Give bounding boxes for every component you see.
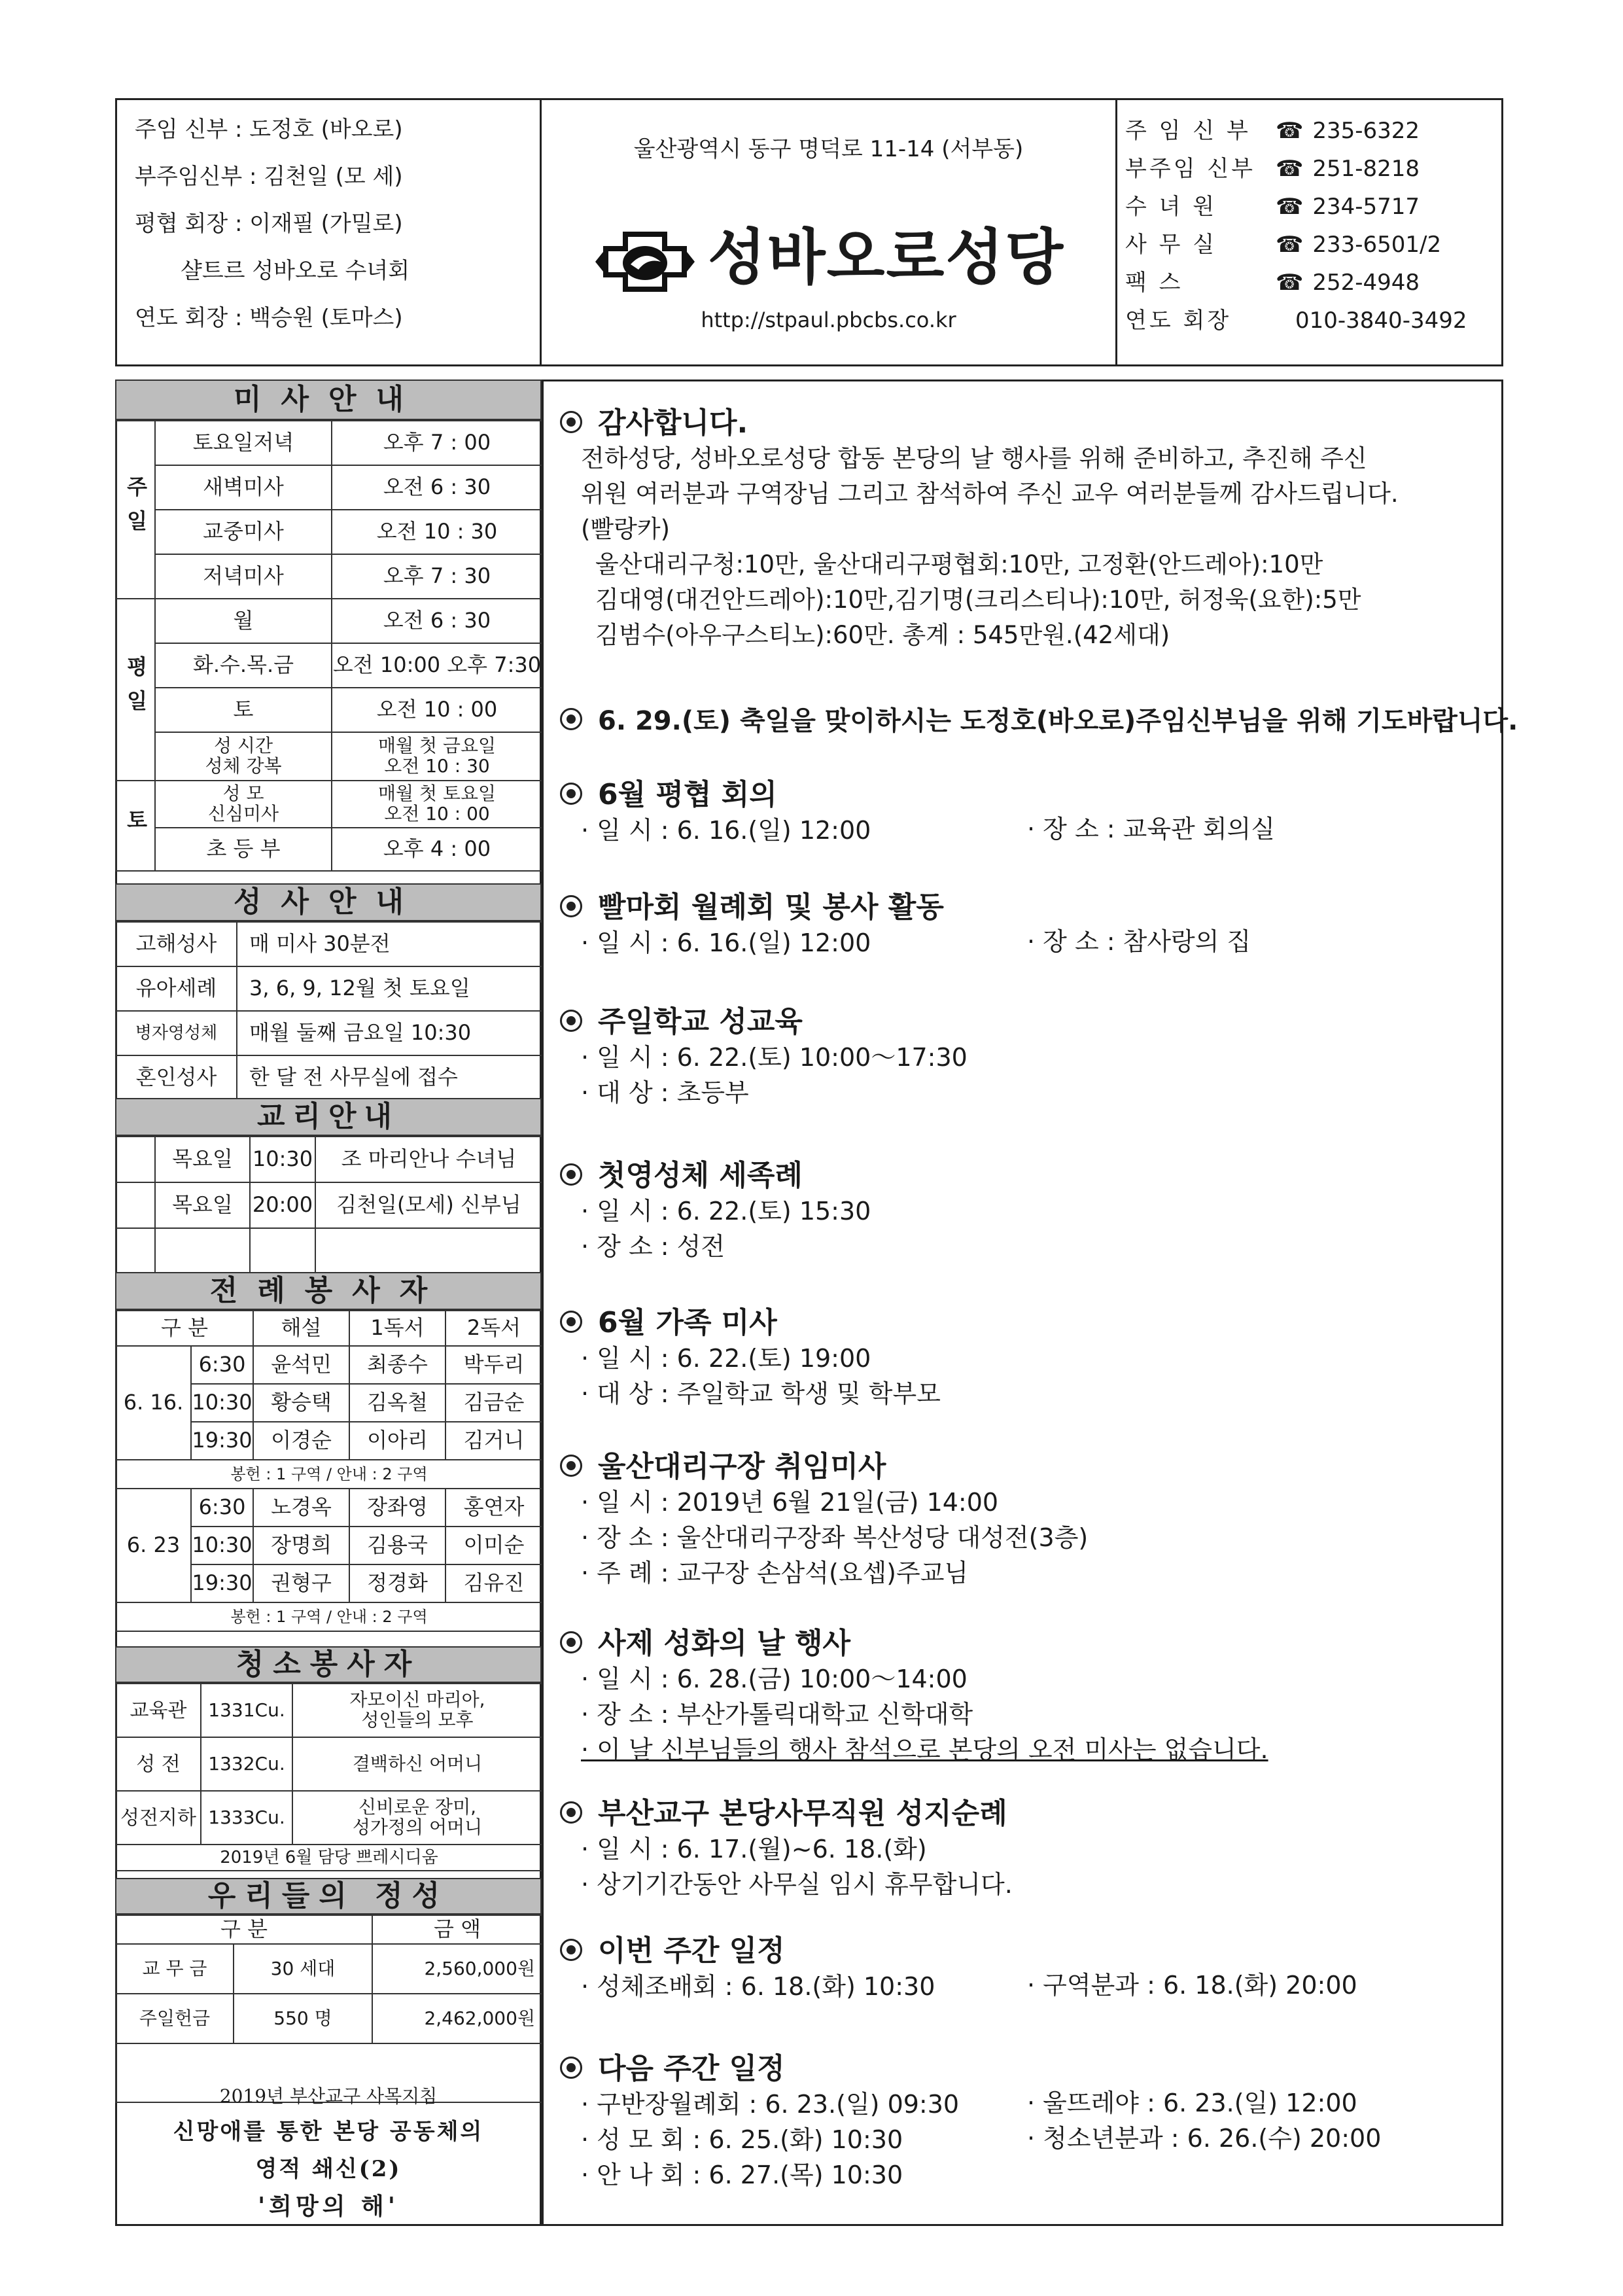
header-council-president: 평협 회장 : 이재필 (가밀로): [135, 211, 403, 237]
offering-header: [116, 1915, 542, 1944]
mass-row: [116, 599, 542, 643]
liturgy-header-cell: 해설: [253, 1311, 349, 1346]
mass-time: 오후 4 : 00: [332, 828, 542, 871]
notice-title: [556, 1443, 1492, 1485]
notice-bullet-icon: [560, 895, 582, 917]
sacrament-row: [116, 922, 542, 966]
contact-number: 251-8218: [1312, 156, 1420, 182]
liturgy-cell: 최종수: [349, 1346, 445, 1384]
catechism-blank: [116, 1228, 155, 1274]
offering-type: 주일헌금: [116, 1994, 234, 2043]
liturgy-cell: 장좌영: [349, 1489, 445, 1527]
cleaning-row: [116, 1684, 542, 1737]
phone-icon: ☎: [1276, 156, 1304, 182]
cleaning-group: 1331Cu.: [201, 1684, 292, 1737]
cleaning-section: [115, 1646, 542, 1871]
catechism-table: [115, 1136, 543, 1275]
contact-number: 235-6322: [1312, 118, 1420, 144]
liturgy-cell: 19:30: [191, 1422, 253, 1460]
sacrament-row: [116, 1011, 542, 1055]
notice-title: [556, 2045, 1492, 2087]
contact-row: [1125, 302, 1467, 334]
notice-line: · 안 나 회 : 6. 27.(목) 10:30: [581, 2161, 903, 2189]
sacrament-info: 매월 둘째 금요일 10:30: [237, 1011, 542, 1055]
notice-title: [556, 1619, 1492, 1661]
notice-line: · 성 모 회 : 6. 25.(화) 10:30: [581, 2125, 903, 2154]
cleaning-presidium: 자모이신 마리아, 성인들의 모후: [292, 1684, 542, 1737]
notice-title: [556, 399, 1492, 441]
catechism-cell: 조 마리안나 수녀님: [315, 1137, 542, 1182]
notice-bullet-icon: [560, 708, 582, 730]
sacrament-info: 매 미사 30분전: [237, 922, 542, 966]
contact-number: 252-4948: [1312, 270, 1420, 296]
cleaning-place: 교육관: [116, 1684, 201, 1737]
notice-item: [556, 1152, 1492, 1264]
notice-line: · 장 소 : 부산가톨릭대학교 신학대학: [581, 1700, 973, 1729]
offering-amount: 2,560,000원: [372, 1944, 542, 1994]
motto-line2: 신망애를 통한 본당 공동체의: [173, 2119, 484, 2145]
liturgy-cell: 권형구: [253, 1564, 349, 1602]
notice-title-text: 빨마회 월례회 및 봉사 활동: [598, 891, 944, 924]
motto-line3: 영적 쇄신(2): [255, 2156, 402, 2182]
notice-line: · 대 상 : 초등부: [581, 1078, 749, 1107]
offering-section-title: 우리들의 정성: [115, 1878, 542, 1915]
notice-item: [556, 1790, 1492, 1902]
contact-label: 부주임 신부: [1125, 156, 1256, 182]
notice-bullet-icon: [560, 1801, 582, 1824]
contact-row: [1125, 188, 1420, 221]
mass-group-label: 주일: [116, 421, 155, 599]
notice-item: [556, 1443, 1492, 1591]
notice-line: · 성체조배회 : 6. 18.(화) 10:30: [581, 1972, 935, 2001]
notice-item: [556, 998, 1492, 1110]
notice-item: [556, 2045, 1492, 2193]
catechism-blank: [116, 1182, 155, 1228]
catechism-cell: 목요일: [155, 1137, 250, 1182]
notice-line: · 일 시 : 2019년 6월 21일(금) 14:00: [581, 1488, 999, 1517]
notice-line: · 상기기간동안 사무실 임시 휴무합니다.: [581, 1870, 1013, 1899]
sacrament-section-title: 성사안내: [115, 883, 542, 921]
mass-time: 오후 7 : 00: [332, 421, 542, 465]
notice-line: · 구반장월례회 : 6. 23.(일) 09:30: [581, 2090, 960, 2119]
catechism-cell: 목요일: [155, 1182, 250, 1228]
mass-group-label: 평일: [116, 599, 155, 781]
mass-row: [116, 781, 542, 828]
sacrament-row: [116, 966, 542, 1011]
header-left: [115, 98, 542, 366]
liturgy-header: [116, 1311, 542, 1346]
notice-line: · 장 소 : 울산대리구장좌 복산성당 대성전(3층): [581, 1523, 1089, 1552]
notice-title-text: 주일학교 성교육: [598, 1005, 803, 1038]
notice-right: · 청소년분과 : 6. 26.(수) 20:00: [1027, 2124, 1382, 2153]
sacrament-info: 3, 6, 9, 12월 첫 토요일: [237, 966, 542, 1011]
offering-count: 550 명: [234, 1994, 372, 2043]
sacrament-name: 혼인성사: [116, 1055, 237, 1100]
contact-label: 팩 스: [1125, 270, 1183, 296]
notice-line: 전하성당, 성바오로성당 합동 본당의 날 행사를 위해 준비하고, 추진해 주신: [581, 444, 1367, 472]
liturgy-cell: 김용국: [349, 1527, 445, 1564]
catechism-cell: 20:00: [250, 1182, 315, 1228]
notice-item: [556, 399, 1492, 653]
sacrament-section: [115, 883, 542, 1101]
liturgy-row: [116, 1489, 542, 1527]
notice-title: [556, 998, 1492, 1040]
cleaning-group: 1333Cu.: [201, 1791, 292, 1845]
catechism-blank: [116, 1137, 155, 1182]
mass-time: 매월 첫 토요일 오전 10 : 00: [332, 781, 542, 828]
phone-icon: ☎: [1276, 270, 1304, 296]
cleaning-table: [115, 1683, 543, 1871]
liturgy-cell: 6:30: [191, 1489, 253, 1527]
offering-header-cell: 금 액: [372, 1915, 542, 1944]
liturgy-cell: 김거니: [445, 1422, 542, 1460]
cleaning-place: 성 전: [116, 1737, 201, 1791]
sacrament-name: 유아세례: [116, 966, 237, 1011]
notice-title: [556, 1790, 1492, 1831]
church-address: 울산광역시 동구 명덕로 11-14 (서부동): [633, 136, 1024, 162]
liturgy-cell: 김유진: [445, 1564, 542, 1602]
cleaning-place: 성전지하: [116, 1791, 201, 1845]
mass-time: 오전 10 : 00: [332, 688, 542, 732]
notice-bullet-icon: [560, 2057, 582, 2079]
mass-row: [116, 554, 542, 599]
mass-name: 월: [155, 599, 332, 643]
notice-bullet-icon: [560, 1010, 582, 1032]
mass-time: 오전 10 : 30: [332, 510, 542, 554]
contact-row: [1125, 226, 1441, 258]
cleaning-note: 2019년 6월 담당 쁘레시디움: [116, 1845, 542, 1871]
offering-count: 30 세대: [234, 1944, 372, 1994]
notice-right: · 장 소 : 교육관 회의실: [1027, 815, 1275, 843]
sacrament-row: [116, 1055, 542, 1100]
mass-name: 토요일저녁: [155, 421, 332, 465]
contact-label: 수 녀 원: [1125, 194, 1217, 220]
sacrament-info: 한 달 전 사무실에 접수: [237, 1055, 542, 1100]
notice-title-text: 다음 주간 일정: [598, 2052, 785, 2085]
mass-section-title: 미사안내: [115, 380, 542, 420]
mass-row: [116, 643, 542, 688]
offering-type: 교 무 금: [116, 1944, 234, 1994]
header-memorial-president: 연도 회장 : 백승원 (토마스): [135, 305, 403, 331]
liturgy-cell: 6:30: [191, 1346, 253, 1384]
cleaning-presidium: 신비로운 장미, 성가정의 어머니: [292, 1791, 542, 1845]
cleaning-row: [116, 1737, 542, 1791]
church-name: 성바오로성당: [707, 222, 1065, 292]
liturgy-table: [115, 1310, 543, 1632]
catechism-section-title: 교리안내: [115, 1098, 542, 1136]
contact-row: [1125, 264, 1420, 296]
mass-row: [116, 732, 542, 781]
offering-table: [115, 1915, 543, 2103]
mass-time: 오후 7 : 30: [332, 554, 542, 599]
notice-bullet-icon: [560, 1163, 582, 1186]
notice-line: · 일 시 : 6. 16.(일) 12:00: [581, 816, 871, 845]
mass-name: 교중미사: [155, 510, 332, 554]
liturgy-header-cell: 1독서: [349, 1311, 445, 1346]
catechism-cell: [315, 1228, 542, 1274]
liturgy-note-row: [116, 1602, 542, 1631]
notice-line: · 일 시 : 6. 28.(금) 10:00～14:00: [581, 1665, 968, 1693]
contact-number: 233-6501/2: [1312, 232, 1442, 258]
notice-right: · 울뜨레야 : 6. 23.(일) 12:00: [1027, 2089, 1357, 2117]
mass-table: [115, 420, 543, 872]
header-sisters: 샬트르 성바오로 수녀회: [181, 258, 410, 284]
liturgy-note: 봉헌 : 1 구역 / 안내 : 2 구역: [116, 1602, 542, 1631]
mass-row: [116, 828, 542, 871]
catechism-row: [116, 1182, 542, 1228]
notice-item: [556, 1619, 1492, 1767]
mass-name: 토: [155, 688, 332, 732]
notice-bullet-icon: [560, 1631, 582, 1653]
sacrament-name: 병자영성체: [116, 1011, 237, 1055]
catechism-cell: [250, 1228, 315, 1274]
mass-row: [116, 465, 542, 510]
mass-time: 오전 6 : 30: [332, 465, 542, 510]
notice-line: · 일 시 : 6. 16.(일) 12:00: [581, 928, 871, 957]
cleaning-note-row: [116, 1845, 542, 1871]
liturgy-header-cell: 구 분: [116, 1311, 253, 1346]
sacrament-table: [115, 921, 543, 1101]
notice-line: 위원 여러분과 구역장님 그리고 참석하여 주신 교우 여러분들께 감사드립니다.: [581, 480, 1399, 508]
notice-line: 김대영(대건안드레아):10만,김기명(크리스티나):10만, 허정욱(요한):5만: [595, 586, 1361, 614]
mass-group-label: 토: [116, 781, 155, 871]
offering-header-cell: 구 분: [116, 1915, 372, 1944]
notice-title: [556, 1299, 1492, 1341]
offering-row: [116, 1994, 542, 2043]
mass-time: 오전 6 : 30: [332, 599, 542, 643]
contact-label: 연도 회장: [1125, 308, 1232, 334]
notice-line: · 일 시 : 6. 22.(토) 10:00～17:30: [581, 1043, 968, 1072]
notice-title: [556, 1152, 1492, 1193]
phone-icon: ☎: [1276, 118, 1304, 144]
mass-row: [116, 688, 542, 732]
notice-title: [556, 771, 1492, 813]
notice-line: 김범수(아우구스티노):60만. 총계 : 545만원.(42세대): [595, 621, 1170, 649]
liturgy-cell: 홍연자: [445, 1489, 542, 1527]
notice-title-text: 부산교구 본당사무직원 성지순례: [598, 1797, 1007, 1830]
mass-name: 새벽미사: [155, 465, 332, 510]
catechism-section: [115, 1098, 542, 1275]
header-center: [542, 98, 1117, 366]
catechism-cell: 김천일(모세) 신부님: [315, 1182, 542, 1228]
notice-bullet-icon: [560, 1311, 582, 1333]
liturgy-cell: 정경화: [349, 1564, 445, 1602]
mass-name: 화.수.목.금: [155, 643, 332, 688]
notice-bullet-icon: [560, 1455, 582, 1477]
phone-icon: ☎: [1276, 194, 1304, 220]
catechism-row: [116, 1137, 542, 1182]
mass-section: [115, 380, 542, 872]
contact-label: 사 무 실: [1125, 232, 1217, 258]
header-pastor: 주임 신부 : 도정호 (바오로): [135, 116, 403, 143]
notice-right: · 구역분과 : 6. 18.(화) 20:00: [1027, 1971, 1357, 2000]
contact-row: [1125, 113, 1420, 145]
church-title: [542, 209, 1115, 296]
liturgy-note: 봉헌 : 1 구역 / 안내 : 2 구역: [116, 1460, 542, 1489]
notice-line: (빨랑카): [581, 515, 671, 543]
notice-title-text: 울산대리구장 취임미사: [598, 1450, 886, 1483]
liturgy-cell: 황승택: [253, 1384, 349, 1422]
liturgy-cell: 10:30: [191, 1527, 253, 1564]
notice-title: [556, 1927, 1492, 1969]
notice-line: · 일 시 : 6. 22.(토) 19:00: [581, 1344, 871, 1373]
notice-bullet-icon: [560, 783, 582, 805]
church-url[interactable]: http://stpaul.pbcbs.co.kr: [701, 308, 956, 332]
mass-name: 성 모 신심미사: [155, 781, 332, 828]
notice-title: [556, 883, 1492, 925]
notice-bullet-icon: [560, 411, 582, 433]
mass-name: 성 시간 성체 강복: [155, 732, 332, 781]
motto-box: [115, 2078, 542, 2226]
mass-name: 저녁미사: [155, 554, 332, 599]
liturgy-cell: 이미순: [445, 1527, 542, 1564]
notice-line: 울산대리구청:10만, 울산대리구평협회:10만, 고정환(안드레아):10만: [595, 550, 1323, 578]
liturgy-date: 6. 23: [116, 1489, 191, 1602]
catechism-cell: [155, 1228, 250, 1274]
liturgy-cell: 19:30: [191, 1564, 253, 1602]
liturgy-header-cell: 2독서: [445, 1311, 542, 1346]
notice-right: · 장 소 : 참사랑의 집: [1027, 927, 1251, 956]
notice-line: · 대 상 : 주일학교 학생 및 학부모: [581, 1379, 941, 1408]
notice-line: · 일 시 : 6. 17.(월)~6. 18.(화): [581, 1835, 927, 1863]
contact-number: 010-3840-3492: [1295, 308, 1467, 334]
notice-title-text: 이번 주간 일정: [598, 1934, 785, 1968]
notice-title-text: 감사합니다.: [598, 406, 748, 440]
contact-row: [1125, 150, 1420, 183]
mass-name: 초 등 부: [155, 828, 332, 871]
liturgy-section: [115, 1272, 542, 1632]
notice-item: [556, 700, 1518, 737]
notice-title-text: 6월 평협 회의: [598, 778, 777, 811]
liturgy-cell: 이아리: [349, 1422, 445, 1460]
cleaning-row: [116, 1791, 542, 1845]
offering-amount: 2,462,000원: [372, 1994, 542, 2043]
liturgy-section-title: 전례봉사자: [115, 1272, 542, 1310]
motto-line4: '희망의 해': [258, 2193, 399, 2220]
notice-title-text: 첫영성체 세족례: [598, 1159, 803, 1192]
notice-title-text: 6. 29.(토) 축일을 맞이하시는 도정호(바오로)주임신부님을 위해 기도바랍니다.: [598, 706, 1518, 736]
notice-item: [556, 771, 1492, 848]
contact-label: 주 임 신 부: [1125, 118, 1251, 144]
cleaning-presidium: 결백하신 어머니: [292, 1737, 542, 1791]
liturgy-cell: 김옥철: [349, 1384, 445, 1422]
notice-title: [556, 700, 1518, 737]
liturgy-row: [116, 1346, 542, 1384]
contact-number: 234-5717: [1312, 194, 1420, 220]
catechism-row: [116, 1228, 542, 1274]
liturgy-cell: 윤석민: [253, 1346, 349, 1384]
notice-bullet-icon: [560, 1939, 582, 1961]
liturgy-cell: 노경옥: [253, 1489, 349, 1527]
liturgy-cell: 김금순: [445, 1384, 542, 1422]
notice-item: [556, 1927, 1492, 2004]
liturgy-note-row: [116, 1460, 542, 1489]
motto-line1: 2019년 부산교구 사목지침: [219, 2085, 438, 2107]
liturgy-cell: 10:30: [191, 1384, 253, 1422]
notice-line: · 일 시 : 6. 22.(토) 15:30: [581, 1197, 871, 1226]
liturgy-cell: 이경순: [253, 1422, 349, 1460]
notice-line: · 이 날 신부님들의 행사 참석으로 본당의 오전 미사는 없습니다.: [581, 1735, 1268, 1764]
mass-row: [116, 421, 542, 465]
mass-time: 오전 10:00 오후 7:30: [332, 643, 542, 688]
mass-time: 매월 첫 금요일 오전 10 : 30: [332, 732, 542, 781]
offering-section: [115, 1878, 542, 2103]
catechism-cell: 10:30: [250, 1137, 315, 1182]
notice-line: · 장 소 : 성전: [581, 1232, 725, 1261]
cleaning-group: 1332Cu.: [201, 1737, 292, 1791]
notice-title-text: 6월 가족 미사: [598, 1306, 777, 1339]
liturgy-cell: 장명희: [253, 1527, 349, 1564]
notice-line: · 주 례 : 교구장 손삼석(요셉)주교님: [581, 1559, 969, 1587]
sacrament-name: 고해성사: [116, 922, 237, 966]
notice-title-text: 사제 성화의 날 행사: [598, 1627, 850, 1660]
cleaning-section-title: 청소봉사자: [115, 1646, 542, 1683]
mass-row: [116, 510, 542, 554]
phone-icon: ☎: [1276, 232, 1304, 258]
header-assistant-pastor: 부주임신부 : 김천일 (모 세): [135, 164, 403, 190]
church-logo-icon: [593, 229, 697, 294]
liturgy-cell: 박두리: [445, 1346, 542, 1384]
notice-item: [556, 883, 1492, 961]
liturgy-date: 6. 16.: [116, 1346, 191, 1460]
offering-row: [116, 1944, 542, 1994]
notice-item: [556, 1299, 1492, 1411]
